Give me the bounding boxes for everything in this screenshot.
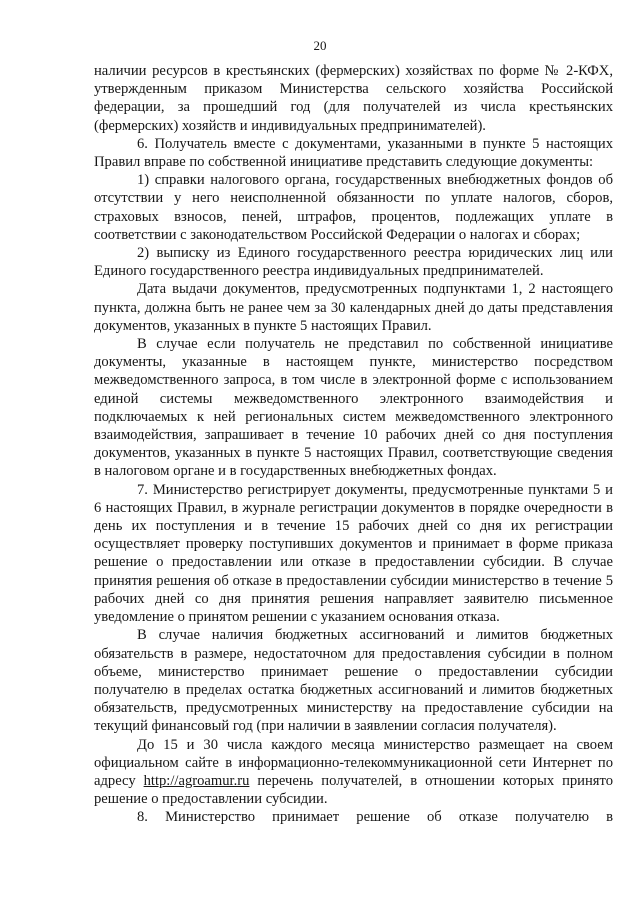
list-item: 1) справки налогового органа, государственных внебюджетных фондов об отсутствии у него неисполненной обязанности по уплате налогов, сборов, страховых взносов, пеней, штрафов, процентов, подлежащих уплате в соответствии с законодательством Российской Федерации о налогах и сборах; [94,172,613,243]
list-item: 2) выписку из Единого государственного реестра юридических лиц или Единого государственного реестра индивидуальных предпринимателей. [94,245,613,280]
paragraph: 6. Получатель вместе с документами, указанными в пункте 5 настоящих Правил вправе по собственной инициативе представить следующие документы: [94,135,613,171]
paragraph: наличии ресурсов в крестьянских (фермерских) хозяйствах по форме № 2-КФХ, утвержденным приказом Министерства сельского хозяйства Российской федерации, за прошедший год (для получателей из числа крестьянских (фермерских) хозяйств и индивидуальных предпринимателей). [94,63,613,134]
paragraph-text: перечень получателей, в отношении которых принято решение о предоставлении субсидии. [94,772,613,808]
paragraph: 7. Министерство регистрирует документы, предусмотренные пунктами 5 и 6 настоящих Правил, в журнале регистрации документов в порядке очередности в день их поступления и в течение 15 рабочих дней со дня их регистрации осуществляет проверку поступивших документов и принимает в форме приказа решение о предоставлении или отказе в предоставлении субсидии. В случае принятия решения об отказе в предоставлении субсидии министерство в течение 5 рабочих дней со дня принятия решения направляет заявителю письменное уведомление о принятом решении с указанием основания отказа. [94,481,613,626]
paragraph: 8. Министерство принимает решение об отказе получателю в [137,809,613,826]
paragraph: Дата выдачи документов, предусмотренных подпунктами 1, 2 настоящего пункта, должна быть не ранее чем за 30 календарных дней до даты представления документов, указанных в пункте 5 настоящих Правил. [94,281,613,334]
paragraph-with-link [94,736,613,809]
document-body [94,62,613,827]
page-number: 20 [313,38,327,53]
paragraph: В случае наличия бюджетных ассигнований и лимитов бюджетных обязательств в размере, недостаточном для предоставления субсидии в полном объеме, министерство принимает решение о предоставлении субсидии получателю в пределах остатка бюджетных ассигнований и лимитов бюджетных обязательств, предусмотренных министерству на предоставление субсидии на текущий финансовый год (при наличии в заявлении согласия получателя). [94,627,613,735]
paragraph: В случае если получатель не представил по собственной инициативе документы, указанные в настоящем пункте, министерство посредством межведомственного запроса, в том числе в электронной форме с использованием единой системы межведомственного электронного взаимодействия и подключаемых к ней региональных систем межведомственного электронного взаимодействия, запрашивает в течение 10 рабочих дней со дня поступления документов, указанных в пункте 5 настоящих Правил, соответствующие сведения в налоговом органе и в государственных внебюджетных фондах. [94,336,613,480]
website-link[interactable]: http://agroamur.ru [143,772,250,789]
paragraph-text: До 15 и 30 числа каждого месяца министерство размещает на своем официальном сайте в информационно-телекоммуникационной сети Интернет по адресу [94,736,613,789]
